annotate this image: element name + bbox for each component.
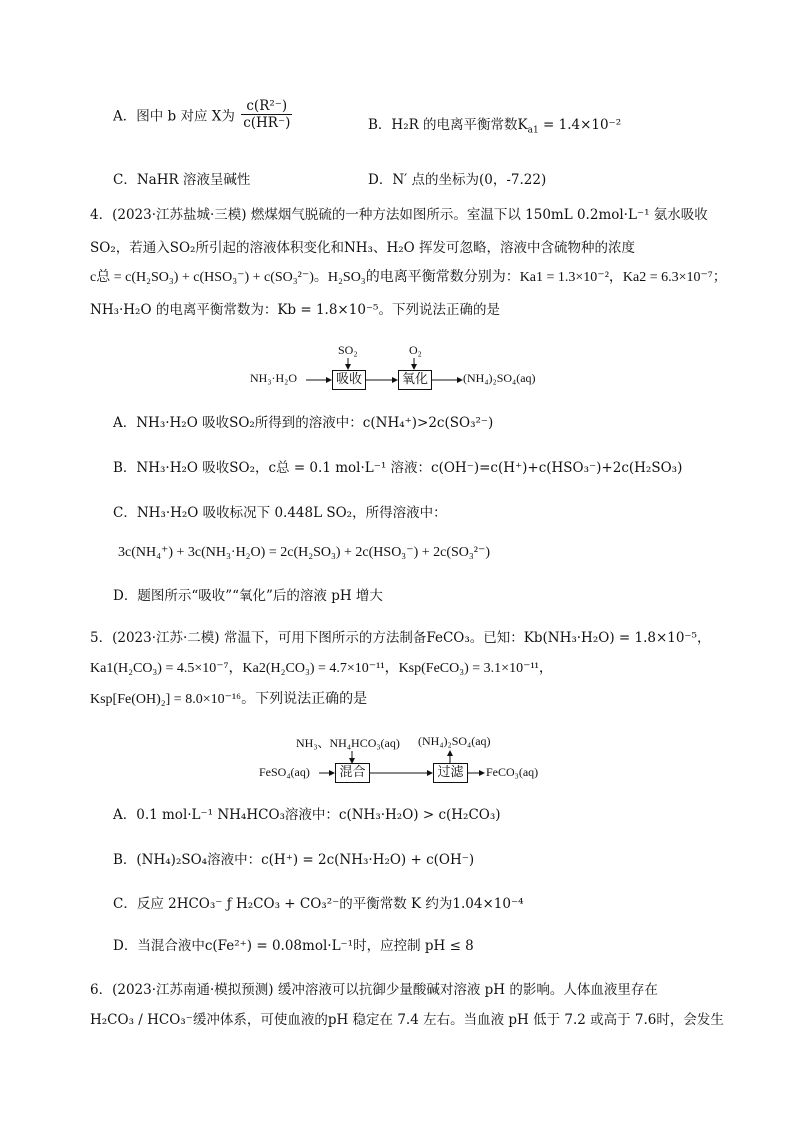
q4-stem-line-4: NH₃·H₂O 的电离平衡常数为：Kb = 1.8×10⁻⁵。下列说法正确的是: [90, 302, 500, 318]
q3-option-b-text: B．H₂R 的电离平衡常数K: [368, 117, 528, 133]
q6-stem-line-1: 6．(2023·江苏南通·模拟预测) 缓冲溶液可以抗御少量酸碱对溶液 pH 的影响。人体血液里存在: [90, 982, 658, 998]
q4-flow-input-so2: SO₂: [338, 343, 358, 357]
q5-option-d: D．当混合液中c(Fe²⁺) = 0.08mol·L⁻¹时，应控制 pH ≤ 8: [113, 938, 474, 954]
q4-stem-line-1: 4．(2023·江苏盐城·三模) 燃煤烟气脱硫的一种方法如图所示。室温下以 150mL 0.2mol·L⁻¹ 氨水吸收: [90, 207, 708, 223]
q4-flow-box-absorb: 吸收: [332, 370, 366, 390]
q4-flow-start: NH₃·H₂O: [250, 371, 298, 385]
q5-flow-box-filter: 过滤: [433, 763, 468, 783]
q4-option-c: C．NH₃·H₂O 吸收标况下 0.448L SO₂，所得溶液中：: [113, 505, 447, 521]
q4-option-c-equation: 3c(NH₄⁺) + 3c(NH₃·H₂O) = 2c(H₂SO₃) + 2c(HSO₃⁻) + 2c(SO₃²⁻): [118, 545, 491, 560]
q5-flow-box-mix: 混合: [335, 763, 370, 783]
fraction-numerator: c(R²⁻): [241, 98, 292, 115]
q6-stem-line-2: H₂CO₃ / HCO₃⁻缓冲体系，可使血液的pH 稳定在 7.4 左右。当血液 pH 低于 7.2 或高于 7.6时，会发生: [90, 1012, 724, 1028]
q4-stem-line-3: c总 = c(H₂SO₃) + c(HSO₃⁻) + c(SO₃²⁻)。H₂SO₃的电离平衡常数分别为：Ka1 = 1.3×10⁻²，Ka2 = 6.3×10⁻⁷；: [90, 270, 727, 285]
q4-stem-line-2: SO₂，若通入SO₂所引起的溶液体积变化和NH₃、H₂O 挥发可忽略，溶液中含硫物种的浓度: [90, 240, 635, 256]
q4-flow-box-oxidize: 氧化: [398, 370, 432, 390]
q5-option-c: C．反应 2HCO₃⁻ ƒ H₂CO₃ + CO₃²⁻的平衡常数 K 约为1.04×10⁻⁴: [113, 896, 524, 912]
q5-option-b: B．(NH₄)₂SO₄溶液中：c(H⁺) = 2c(NH₃·H₂O) + c(OH⁻): [113, 852, 475, 868]
q5-flow-end: FeCO₃(aq): [486, 765, 539, 779]
q4-flow-end: (NH₄)₂SO₄(aq): [463, 371, 536, 385]
q5-stem-line-2: Ka1(H₂CO₃) = 4.5×10⁻⁷，Ka2(H₂CO₃) = 4.7×10⁻¹¹，Ksp(FeCO₃) = 3.1×10⁻¹¹，: [90, 661, 553, 676]
q3-option-b-value: = 1.4×10⁻²: [538, 117, 622, 133]
q3-option-a-text: A．图中 b 对应 X为: [113, 108, 235, 125]
q4-flow-input-o2: O₂: [409, 343, 422, 357]
q5-flow-output-top: (NH₄)₂SO₄(aq): [418, 734, 491, 748]
q5-flow-start: FeSO₄(aq): [259, 765, 310, 779]
q3-option-d: D．N′ 点的坐标为(0，-7.22): [368, 172, 547, 188]
q5-stem-line-3: Ksp[Fe(OH)₂] = 8.0×10⁻¹⁶。下列说法正确的是: [90, 692, 368, 707]
q3-option-b-sub: a1: [527, 125, 539, 136]
q3-option-c: C．NaHR 溶液呈碱性: [113, 172, 251, 188]
q5-stem-line-1: 5．(2023·江苏·二模) 常温下，可用下图所示的方法制备FeCO₃。已知：Kb(NH₃·H₂O) = 1.8×10⁻⁵，: [90, 630, 711, 646]
q5-flow-input-top: NH₃、NH₄HCO₃(aq): [296, 736, 400, 750]
q4-option-a: A．NH₃·H₂O 吸收SO₂所得到的溶液中：c(NH₄⁺)>2c(SO₃²⁻): [113, 415, 494, 431]
q4-option-b: B．NH₃·H₂O 吸收SO₂，c总 = 0.1 mol·L⁻¹ 溶液：c(OH⁻)=c(H⁺)+c(HSO₃⁻)+2c(H₂SO₃): [113, 460, 683, 476]
q5-option-a: A．0.1 mol·L⁻¹ NH₄HCO₃溶液中：c(NH₃·H₂O) > c(H₂CO₃): [113, 807, 501, 823]
fraction-denominator: c(HR⁻): [243, 115, 291, 131]
q4-option-d: D．题图所示“吸收”“氧化”后的溶液 pH 增大: [113, 588, 383, 604]
